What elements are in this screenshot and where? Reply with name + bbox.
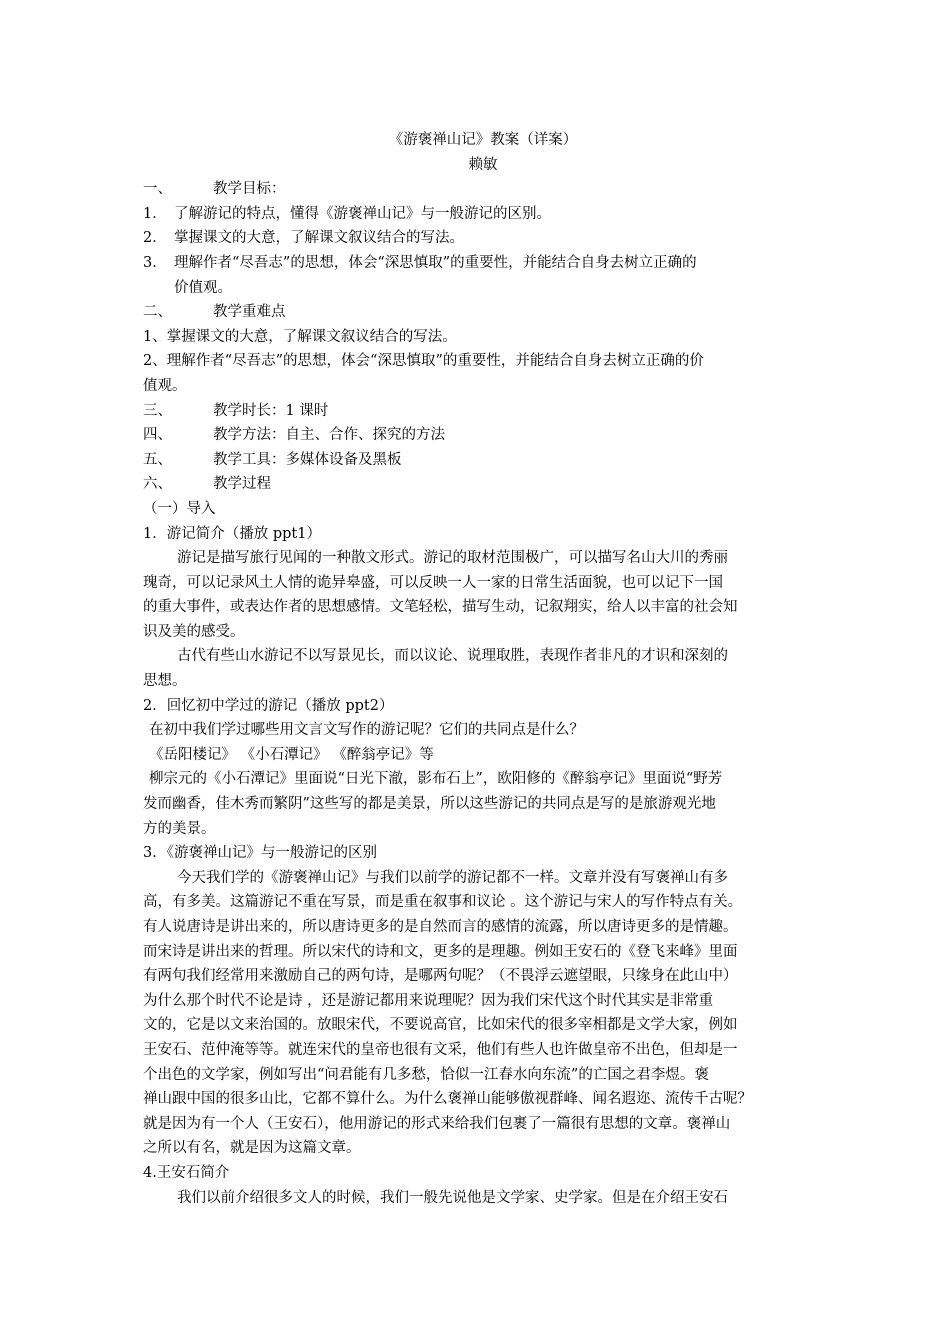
- subsection-heading: （一）导入: [143, 500, 216, 517]
- section-heading: [143, 177, 823, 202]
- goal-item: [143, 202, 823, 227]
- section-label: 教学方法：自主、合作、探究的方法: [213, 427, 445, 444]
- author-name: 赖敏: [468, 156, 498, 173]
- paragraph-line: 思想。: [143, 673, 187, 690]
- paragraph-line: 识及美的感受。: [143, 623, 245, 640]
- key-point-line: 值观。: [143, 377, 187, 394]
- examples-line: 《岳阳楼记》 《小石潭记》 《醉翁亭记》等: [149, 746, 434, 763]
- item-heading: 3．《游褒禅山记》与一般游记的区别: [143, 845, 377, 862]
- goal-number: 3．: [143, 254, 167, 271]
- goal-number: 2．: [143, 230, 167, 247]
- paragraph-line: 禅山跟中国的很多山比，它都不算什么。为什么褒禅山能够傲视群峰、闻名遐迩、流传千古呢？: [143, 1091, 752, 1108]
- section-number: 二、: [143, 304, 172, 321]
- item-heading: 2．回忆初中学过的游记（播放 ppt2）: [143, 697, 394, 714]
- document-body: [143, 128, 823, 1210]
- paragraph-line: 发而幽香，佳木秀而繁阴”这些写的都是美景，所以这些游记的共同点是写的是旅游观光地: [143, 796, 716, 813]
- paragraph-line: 个出色的文学家，例如写出“问君能有几多愁，恰似一江春水向东流”的亡国之君李煜。褒: [143, 1066, 709, 1083]
- goal-text: 掌握课文的大意，了解课文叙议结合的写法。: [174, 230, 464, 247]
- section-heading: [143, 448, 823, 473]
- section-number: 六、: [143, 476, 172, 493]
- paragraph-line: 有两句我们经常用来激励自己的两句诗，是哪两句呢？（不畏浮云遮望眼，只缘身在此山中）: [143, 968, 738, 985]
- section-number: 三、: [143, 402, 172, 419]
- paragraph-line: 的重大事件，或表达作者的思想感情。文笔轻松，描写生动，记叙翔实，给人以丰富的社会知: [143, 599, 738, 616]
- goal-text: 理解作者“尽吾志”的思想，体会“深思慎取”的重要性，并能结合自身去树立正确的: [174, 254, 697, 271]
- section-heading: [143, 472, 823, 497]
- section-label: 教学过程: [213, 476, 271, 493]
- key-point-line: 1、掌握课文的大意，了解课文叙议结合的写法。: [143, 328, 457, 345]
- section-label: 教学重难点: [213, 304, 286, 321]
- paragraph-line: 之所以有名，就是因为这篇文章。: [143, 1140, 361, 1157]
- paragraph-line: 有人说唐诗是讲出来的，所以唐诗更多的是自然而言的感情的流露，所以唐诗更多的是情趣。: [143, 919, 738, 935]
- paragraph-line: 为什么那个时代不论是诗 ，还是游记都用来说理呢？因为我们宋代这个时代其实是非常重: [143, 992, 714, 1009]
- paragraph-line: 而宋诗是讲出来的哲理。所以宋代的诗和文，更多的是理趣。例如王安石的《登飞来峰》里面: [143, 943, 738, 960]
- paragraph-line: 古代有些山水游记不以写景见长，而以议论、说理取胜，表现作者非凡的才识和深刻的: [177, 648, 728, 665]
- question-line: 在初中我们学过哪些用文言文写作的游记呢？它们的共同点是什么？: [149, 722, 584, 739]
- key-point-line: 2、理解作者“尽吾志”的思想，体会“深思慎取”的重要性，并能结合自身去树立正确的价: [143, 353, 704, 370]
- section-label: 教学时长：1 课时: [213, 402, 329, 419]
- paragraph-line: 今天我们学的《游褒禅山记》与我们以前学的游记都不一样。文章并没有写褒禅山有多: [177, 869, 728, 886]
- goal-item: [143, 251, 823, 276]
- section-label: 教学工具：多媒体设备及黑板: [213, 451, 402, 468]
- paragraph-line: 文的，它是以文来治国的。放眼宋代，不要说高官，比如宋代的很多宰相都是文学大家，例如: [143, 1017, 738, 1034]
- paragraph-line: 方的美景。: [143, 820, 216, 837]
- paragraph-line: 我们以前介绍很多文人的时候，我们一般先说他是文学家、史学家。但是在介绍王安石: [177, 1189, 728, 1206]
- section-number: 一、: [143, 181, 172, 198]
- section-label: 教学目标：: [213, 181, 286, 198]
- section-heading: [143, 423, 823, 448]
- section-number: 五、: [143, 451, 172, 468]
- paragraph-line: 高，有多美。这篇游记不重在写景，而是重在叙事和议论 。这个游记与宋人的写作特点有关。: [143, 894, 743, 911]
- goal-text: 了解游记的特点，懂得《游褒禅山记》与一般游记的区别。: [174, 205, 551, 222]
- item-heading: 1．游记简介（播放 ppt1）: [143, 525, 321, 542]
- goal-text-continued: 价值观。: [174, 279, 232, 296]
- paragraph-line: 游记是描写旅行见闻的一种散文形式。游记的取材范围极广，可以描写名山大川的秀丽: [177, 550, 728, 567]
- section-heading: [143, 399, 823, 424]
- goal-number: 1．: [143, 205, 167, 222]
- section-number: 四、: [143, 427, 172, 444]
- paragraph-line: 就是因为有一个人（王安石），他用游记的形式来给我们包裹了一篇很有思想的文章。褒禅山: [143, 1115, 731, 1132]
- section-heading: [143, 300, 823, 325]
- item-heading: 4.王安石简介: [143, 1164, 230, 1181]
- paragraph-line: 柳宗元的《小石潭记》里面说“日光下澈，影布石上”，欧阳修的《醉翁亭记》里面说“野芳: [149, 771, 723, 788]
- page-title: 《游褒禅山记》教案（详案）: [388, 132, 578, 148]
- paragraph-line: 王安石、范仲淹等等。就连宋代的皇帝也很有文采，他们有些人也许做皇帝不出色，但却是一: [143, 1041, 738, 1058]
- paragraph-line: 瑰奇，可以记录风土人情的诡异皋盛，可以反映一人一家的日常生活面貌，也可以记下一国: [143, 574, 723, 591]
- goal-item: [143, 226, 823, 251]
